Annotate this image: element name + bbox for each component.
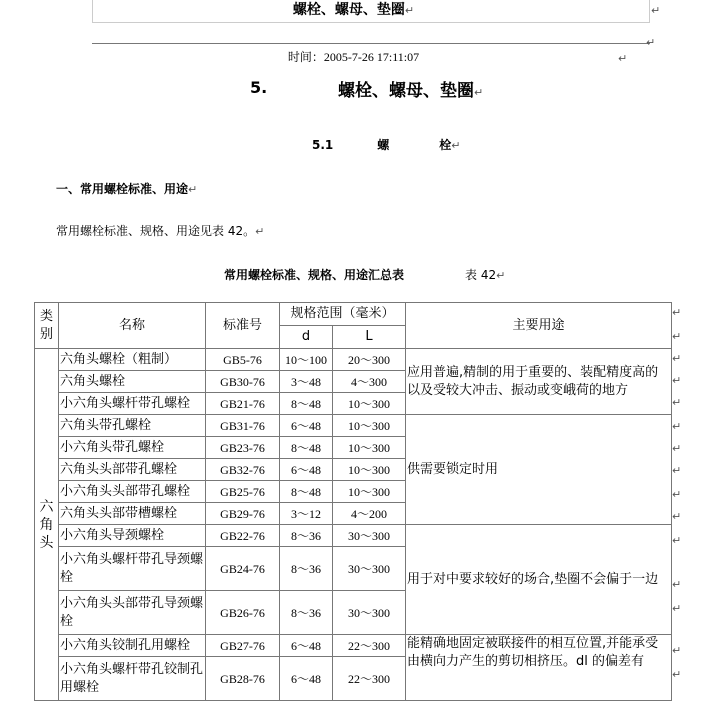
table-row-std: GB5-76: [206, 349, 280, 371]
table-row-std: GB26-76: [206, 591, 280, 635]
table-row-d: 10～100: [280, 349, 333, 371]
page-header-title-text: 螺栓、螺母、垫圈: [292, 2, 405, 18]
row-end-mark: ↵: [672, 396, 682, 409]
table-caption-label: [465, 266, 505, 283]
table-row-L: 22～300: [333, 657, 406, 701]
row-end-mark: ↵: [672, 602, 682, 615]
usage-cell: 应用普遍,精制的用于重要的、装配精度高的以及受较大冲击、振动或变峨荷的地方: [406, 349, 672, 415]
header-name-text: 名称: [118, 317, 145, 333]
table-row-d: 8～36: [280, 547, 333, 591]
table-row-L: 10～300: [333, 459, 406, 481]
page-header-title: [0, 0, 707, 21]
table-row-d: 6～48: [280, 657, 333, 701]
table-row-d: 8～48: [280, 393, 333, 415]
table-row-std: GB30-76: [206, 371, 280, 393]
table-row-std: GB32-76: [206, 459, 280, 481]
table-row-name: 小六角头头部带孔螺栓: [59, 481, 206, 503]
row-end-mark: ↵: [672, 464, 682, 477]
table-row-name: 六角头头部带槽螺栓: [59, 503, 206, 525]
heading1-number: 5.: [250, 78, 268, 97]
header-category-text: 类别: [39, 308, 53, 342]
paragraph-mark: ↵: [404, 4, 415, 17]
table-row-std: GB21-76: [206, 393, 280, 415]
header-d: d: [280, 326, 333, 349]
row-end-mark: ↵: [672, 352, 682, 365]
row-end-mark: ↵: [672, 420, 682, 433]
heading1-label: 螺栓、螺母、垫圈: [338, 81, 474, 101]
heading2-number: 5.1: [312, 138, 334, 152]
header-standard-text: 标准号: [222, 317, 262, 333]
usage-cell: 供需要锁定时用: [406, 415, 672, 525]
heading2: [312, 136, 461, 153]
row-end-mark: ↵: [672, 510, 682, 523]
table-row-name: 小六角头头部带孔导颈螺栓: [59, 591, 206, 635]
table-row-d: 6～48: [280, 415, 333, 437]
header-name: [59, 303, 206, 349]
heading2-char1: 螺: [377, 138, 390, 152]
table-row-std: GB25-76: [206, 481, 280, 503]
category-cell: [35, 349, 59, 701]
usage-cell: 用于对中要求较好的场合,垫圈不会偏于一边: [406, 525, 672, 635]
table-row-std: GB23-76: [206, 437, 280, 459]
table-row-L: 10～300: [333, 393, 406, 415]
table-row-L: 4～200: [333, 503, 406, 525]
heading1-text: [338, 76, 483, 101]
row-end-mark: ↵: [672, 306, 682, 319]
table-row-name: 六角头螺栓: [59, 371, 206, 393]
table-row-d: 3～48: [280, 371, 333, 393]
timestamp-line: [0, 48, 707, 65]
row-end-mark: ↵: [672, 578, 682, 591]
table-row-std: GB31-76: [206, 415, 280, 437]
paragraph-mark: ↵: [255, 225, 265, 238]
header-usage-text: 主要用途: [512, 317, 565, 333]
row-end-mark: ↵: [672, 644, 682, 657]
table-row-d: 8～36: [280, 591, 333, 635]
row-end-mark: ↵: [672, 668, 682, 681]
body-paragraph-text: 常用螺栓标准、规格、用途见表 42。: [56, 224, 256, 238]
table-row-L: 10～300: [333, 481, 406, 503]
paragraph-mark: ↵: [188, 183, 198, 196]
heading2-char2: 栓: [439, 138, 452, 152]
table-row-name: 小六角头带孔螺栓: [59, 437, 206, 459]
header-standard: [206, 303, 280, 349]
timestamp-text: 时间：2005-7-26 17:11:07: [287, 50, 420, 64]
table-row-L: 30～300: [333, 591, 406, 635]
table-row-std: GB29-76: [206, 503, 280, 525]
table-row-std: GB28-76: [206, 657, 280, 701]
table-row-name: 六角头带孔螺栓: [59, 415, 206, 437]
bolt-standards-table: [34, 302, 672, 701]
table-row-name: 六角头螺栓（粗制）: [59, 349, 206, 371]
table-row-L: 10～300: [333, 437, 406, 459]
row-end-mark: ↵: [672, 534, 682, 547]
table-row-std: GB27-76: [206, 635, 280, 657]
row-end-mark: ↵: [672, 442, 682, 455]
row-end-mark: ↵: [672, 488, 682, 501]
table-row-std: GB22-76: [206, 525, 280, 547]
table-row-L: 22～300: [333, 635, 406, 657]
table-caption-label-text: 表 42: [465, 268, 497, 282]
paragraph-mark: ↵: [618, 52, 628, 65]
table-row-L: 30～300: [333, 525, 406, 547]
header-usage: [406, 303, 672, 349]
table-row-d: 8～36: [280, 525, 333, 547]
table-row-d: 3～12: [280, 503, 333, 525]
header-rule: [92, 43, 650, 44]
heading3-text: 一、常用螺栓标准、用途: [56, 182, 189, 196]
body-paragraph: [56, 222, 264, 239]
paragraph-mark: ↵: [496, 269, 506, 282]
table-row-name: 小六角头螺杆带孔螺栓: [59, 393, 206, 415]
paragraph-mark: ↵: [474, 86, 484, 99]
table-row-name: 小六角头导颈螺栓: [59, 525, 206, 547]
header-spec-text: 规格范围（毫米）: [290, 306, 395, 321]
table-row-std: GB24-76: [206, 547, 280, 591]
table-row-L: 20～300: [333, 349, 406, 371]
heading3: [56, 180, 197, 197]
usage-cell: 能精确地固定被联接件的相互位置,并能承受由横向力产生的剪切相挤压。dl 的偏差有: [406, 635, 672, 701]
table-row-d: 6～48: [280, 635, 333, 657]
category-label: 六角头: [39, 498, 54, 551]
header-L: L: [333, 326, 406, 349]
table-row-name: 小六角头螺杆带孔铰制孔用螺栓: [59, 657, 206, 701]
table-caption-title: 常用螺栓标准、规格、用途汇总表: [224, 268, 405, 282]
table-row-name: 六角头头部带孔螺栓: [59, 459, 206, 481]
header-category: [35, 303, 59, 349]
table-row-d: 6～48: [280, 459, 333, 481]
table-row-d: 8～48: [280, 437, 333, 459]
row-end-mark: ↵: [672, 374, 682, 387]
table-row-name: 小六角头铰制孔用螺栓: [59, 635, 206, 657]
table-row-L: 30～300: [333, 547, 406, 591]
paragraph-mark: ↵: [451, 139, 461, 152]
table-row-d: 8～48: [280, 481, 333, 503]
table-row-L: 4～300: [333, 371, 406, 393]
header-spec: [280, 303, 406, 326]
paragraph-mark: ↵: [646, 36, 656, 49]
table-row-L: 10～300: [333, 415, 406, 437]
row-end-mark: ↵: [672, 330, 682, 343]
paragraph-mark: ↵: [651, 4, 661, 17]
table-row-name: 小六角头螺杆带孔导颈螺栓: [59, 547, 206, 591]
